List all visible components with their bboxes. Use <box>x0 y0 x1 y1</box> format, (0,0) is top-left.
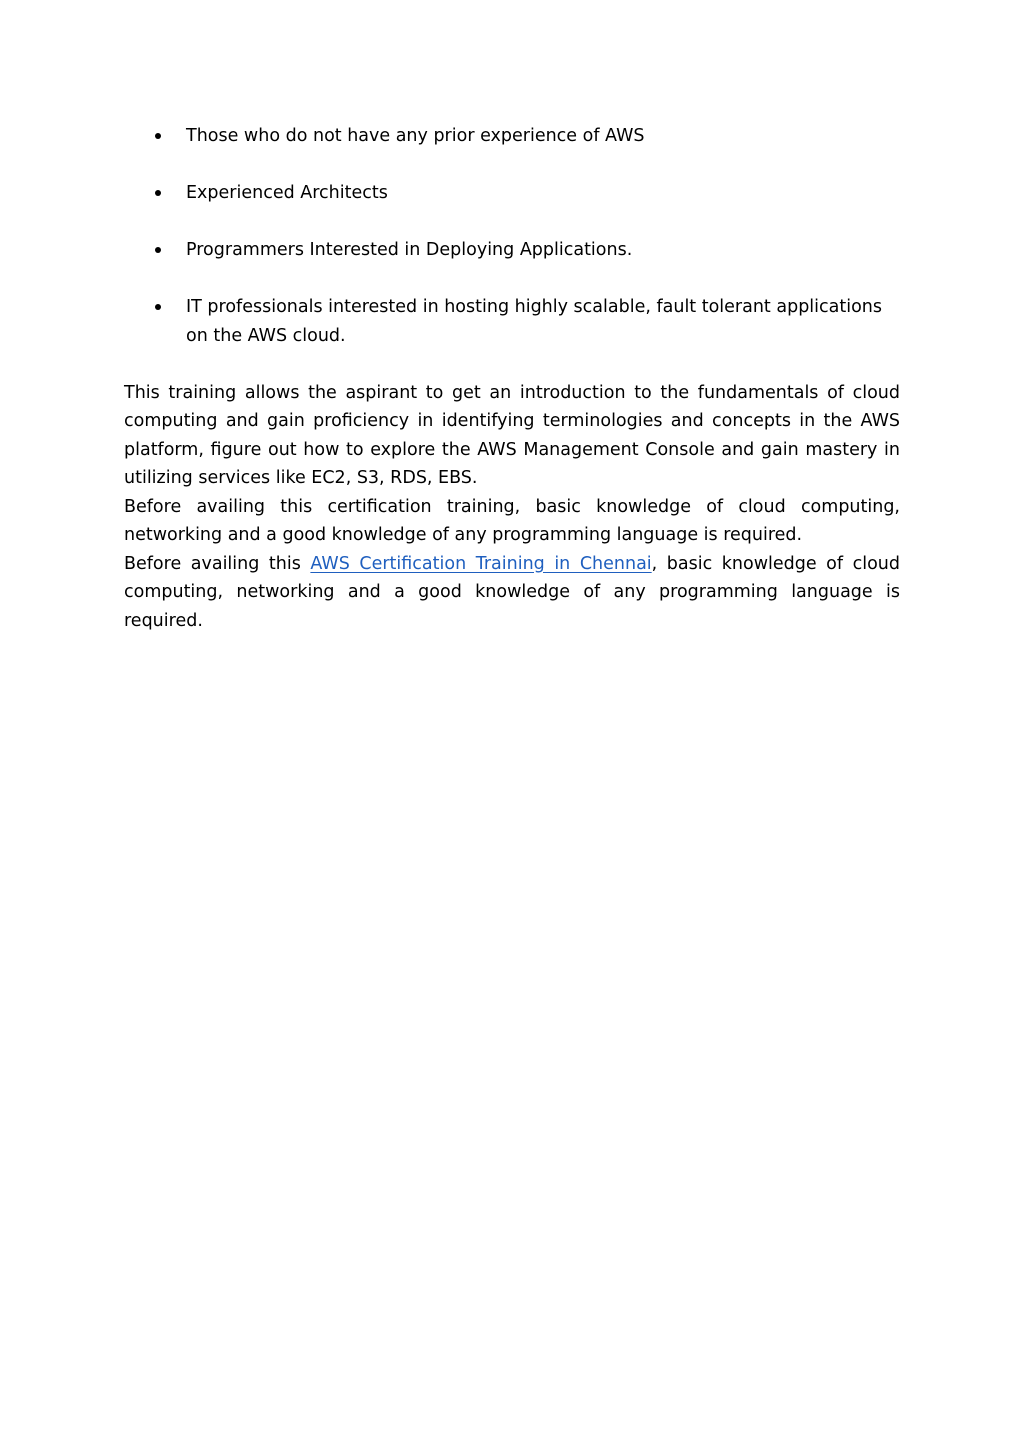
list-item-text: Experienced Architects <box>186 183 388 203</box>
audience-bullet-list <box>124 122 900 350</box>
list-item <box>124 179 900 208</box>
aws-training-chennai-link[interactable]: AWS Certification Training in Chennai <box>310 553 652 574</box>
prerequisites-link-paragraph <box>124 550 900 636</box>
bullet-icon <box>155 133 161 139</box>
training-intro-paragraph: This training allows the aspirant to get an introduction to the fundamentals of cloud computing and gain proficiency in identifying terminologies and concepts in the AWS platform, figure out how to explore the AWS Management Console and gain mastery in utilizing services like EC2, S3, RDS, EBS. <box>124 382 900 488</box>
list-item-text: Programmers Interested in Deploying Applications. <box>186 240 633 260</box>
list-item-text: Those who do not have any prior experience of AWS <box>186 126 645 146</box>
list-item-text: IT professionals interested in hosting highly scalable, fault tolerant applications on the AWS cloud. <box>186 297 883 346</box>
bullet-icon <box>155 304 161 310</box>
paragraph-text-before-link: Before availing this <box>124 553 311 574</box>
bullet-icon <box>155 247 161 253</box>
list-item <box>124 122 900 151</box>
list-item <box>124 293 900 350</box>
document-page <box>124 122 900 635</box>
paragraph-text-after-link: , basic knowledge of cloud computing, networking and a good knowledge of any programming language is required. <box>124 553 900 631</box>
list-item <box>124 236 900 265</box>
bullet-icon <box>155 190 161 196</box>
prerequisites-paragraph: Before availing this certification training, basic knowledge of cloud computing, networking and a good knowledge of any programming language is required. <box>124 496 900 545</box>
